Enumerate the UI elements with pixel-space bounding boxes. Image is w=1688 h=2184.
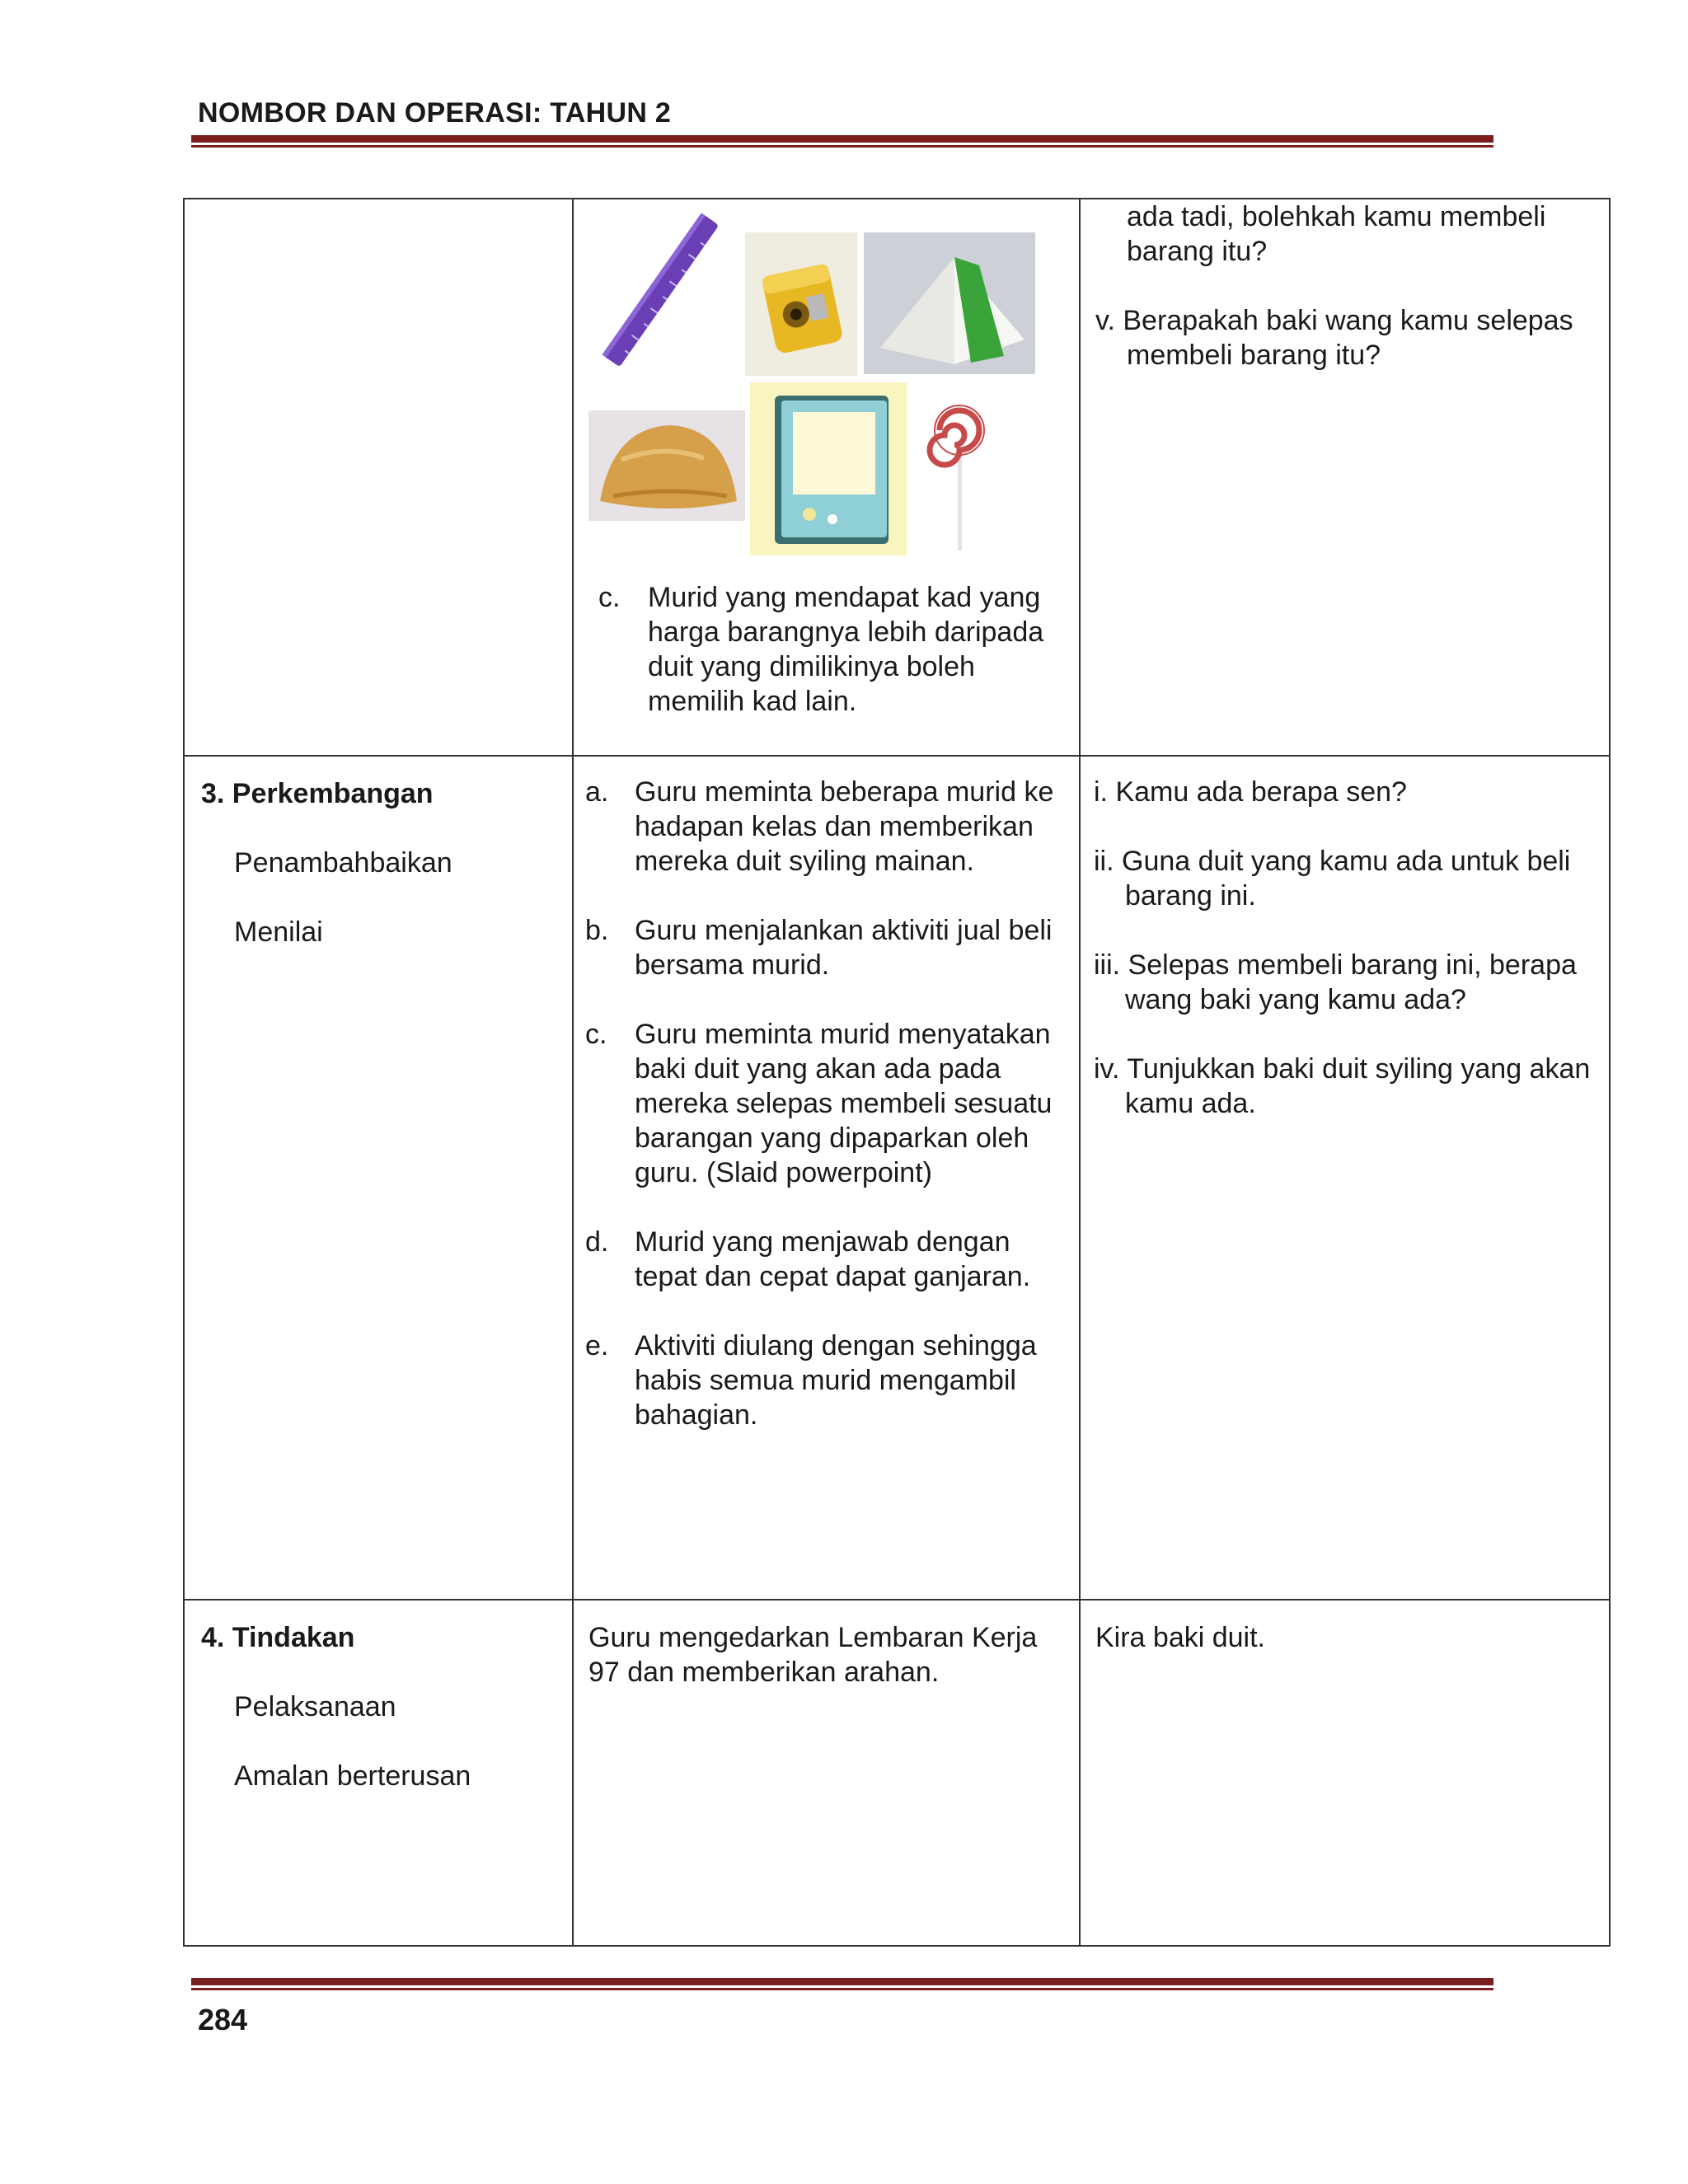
stage-title: 3. Perkembangan — [201, 778, 434, 809]
list-marker: d. — [585, 1226, 609, 1258]
list-item — [585, 775, 1066, 879]
stage-sub: Amalan berterusan — [234, 1760, 471, 1792]
stage-cell — [184, 756, 573, 1600]
question-cell — [1080, 199, 1610, 756]
stage-cell-empty — [184, 199, 573, 756]
question-cell — [1080, 1600, 1610, 1946]
page-header-title: NOMBOR DAN OPERASI: TAHUN 2 — [198, 97, 672, 129]
list-marker: c. — [585, 1019, 607, 1050]
activity-cell — [573, 1600, 1080, 1946]
activity-text: Guru mengedarkan Lembaran Kerja 97 dan memberikan arahan. — [588, 1622, 1038, 1688]
question-list — [1081, 757, 1609, 1121]
list-item — [585, 1225, 1066, 1294]
stage-cell — [184, 1600, 573, 1946]
list-text: Guru menjalankan aktiviti jual beli bersama murid. — [635, 915, 1053, 981]
header-rule — [191, 135, 1493, 148]
page-number: 284 — [198, 2003, 248, 2036]
list-text: Guru meminta beberapa murid ke hadapan kelas dan memberikan mereka duit syiling mainan. — [635, 776, 1054, 877]
question-v: v. Berapakah baki wang kamu selepas membeli barang itu? — [1095, 305, 1573, 371]
table-row — [184, 199, 1610, 756]
activity-cell — [573, 199, 1080, 756]
table-row — [184, 756, 1610, 1600]
list-text: Murid yang menjawab dengan tepat dan cepat dapat ganjaran. — [635, 1226, 1031, 1292]
list-marker: c. — [598, 582, 621, 613]
question-text: Kira baki duit. — [1095, 1622, 1265, 1653]
table-row — [184, 1600, 1610, 1946]
item-pictures — [574, 199, 1079, 579]
list-item — [585, 1017, 1066, 1190]
list-item: iv. Tunjukkan baki duit syiling yang akan kamu ada. — [1094, 1053, 1591, 1119]
list-marker: a. — [585, 776, 609, 808]
question-cell — [1080, 756, 1610, 1600]
activity-list — [574, 757, 1079, 1432]
lollipop-picture — [920, 394, 1002, 559]
stage-title: 4. Tindakan — [201, 1622, 355, 1653]
list-marker: b. — [585, 915, 609, 946]
list-item: ii. Guna duit yang kamu ada untuk beli barang ini. — [1094, 846, 1571, 912]
footer-rule — [191, 1978, 1493, 1990]
notebook-picture — [750, 382, 907, 555]
stage-sub: Menilai — [234, 916, 323, 948]
list-item: i. Kamu ada berapa sen? — [1094, 776, 1407, 808]
stage-sub: Pelaksanaan — [234, 1691, 396, 1722]
list-text: Murid yang mendapat kad yang harga barangnya lebih daripada duit yang dimilikinya boleh memilih kad lain. — [648, 582, 1044, 717]
activity-cell — [573, 756, 1080, 1600]
list-item — [585, 913, 1066, 982]
sharpener-picture — [745, 232, 857, 376]
question-continuation: ada tadi, bolehkah kamu membeli barang itu? — [1127, 201, 1546, 267]
stage-sub: Penambahbaikan — [234, 847, 452, 879]
ruler-picture — [584, 204, 740, 377]
list-marker: e. — [585, 1330, 609, 1361]
list-text: Guru meminta murid menyatakan baki duit yang akan ada pada mereka selepas membeli sesuatu barangan yang dipaparkan oleh guru. (Slaid powerpoint) — [635, 1019, 1053, 1188]
lesson-plan-table — [183, 198, 1611, 1947]
activity-item-c — [574, 580, 1079, 719]
curry-puff-picture — [588, 410, 745, 521]
list-item: iii. Selepas membeli barang ini, berapa wang baki yang kamu ada? — [1094, 949, 1577, 1015]
list-item — [585, 1329, 1066, 1432]
wrapped-kuih-picture — [864, 232, 1035, 374]
list-text: Aktiviti diulang dengan sehingga habis semua murid mengambil bahagian. — [635, 1330, 1037, 1431]
